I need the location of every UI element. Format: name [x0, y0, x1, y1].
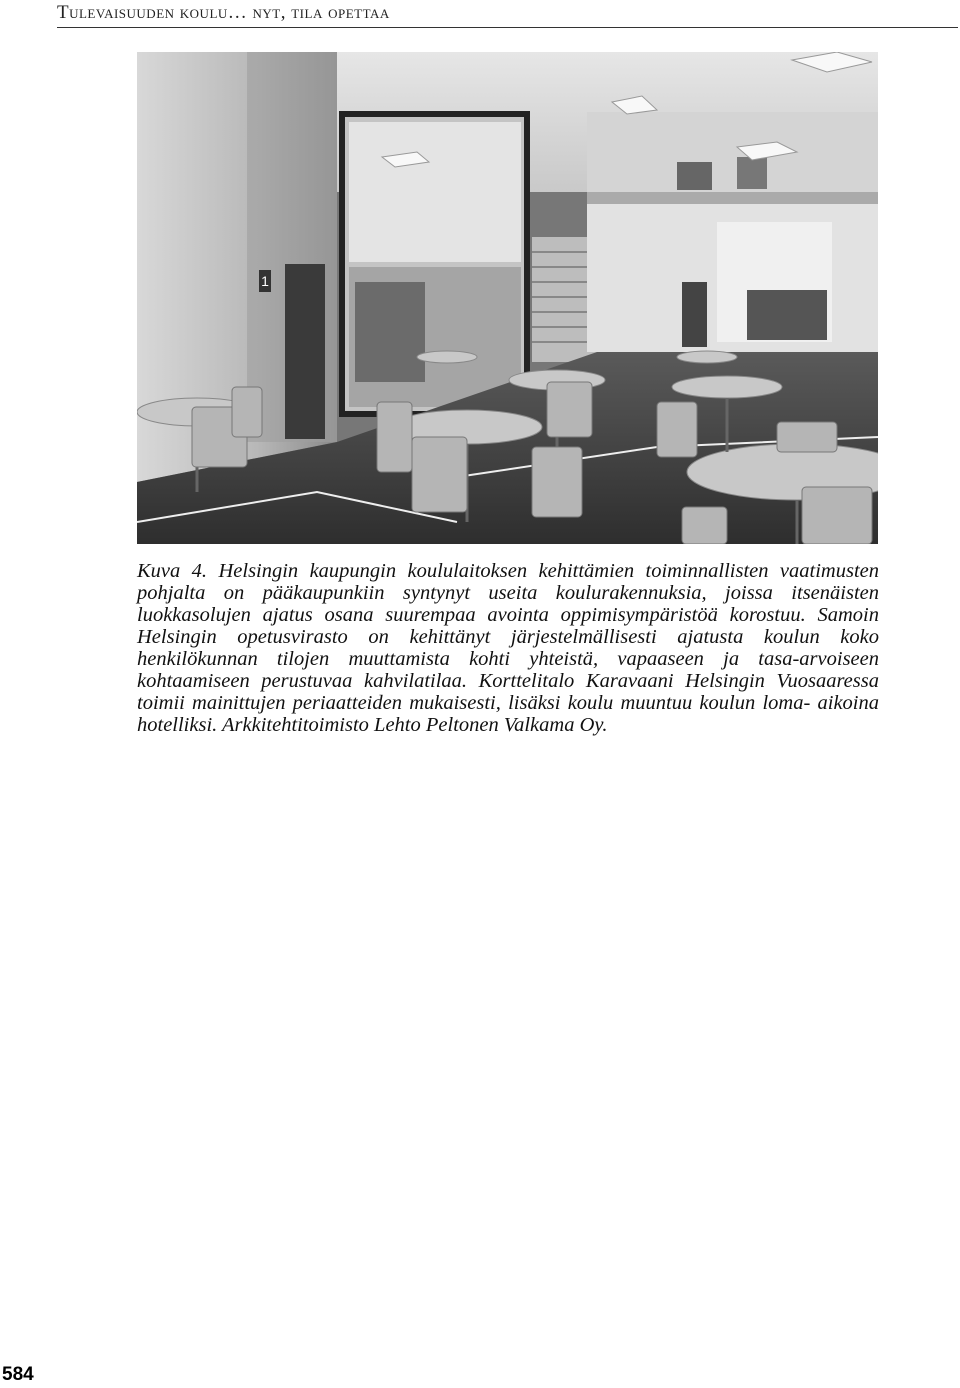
header-rule	[57, 27, 958, 28]
page-number: 584	[2, 1364, 34, 1385]
photo-door-sign: 1	[261, 273, 269, 289]
figure-caption-text: Helsingin kaupungin koululaitoksen kehittämien toiminnallisten vaatimusten pohjalta on pääkaupunkiin syntynyt useita koulurakennuksia, joissa itsenäisten luokkasolujen ajatus osana suurempaa avointa oppimisympäristöä korostuu. Samoin Helsingin opetusvirasto on kehittänyt järjestelmällisesti ajatusta koulun koko henkilökunnan tilojen muuttamista kohti yhteistä, vapaaseen ja tasa-arvoiseen kohtaamiseen perustuvaa kahvilatilaa. Korttelitalo Karavaani Helsingin Vuosaaressa toimii mainittujen periaatteiden mukaisesti, lisäksi koulu muuntuu koulun loma- aikoina hotelliksi. Arkkitehtitoimisto Lehto Peltonen Valkama Oy.	[137, 560, 879, 736]
school-cafeteria-photo	[137, 52, 878, 544]
figure-caption-lead: Kuva 4.	[137, 560, 208, 582]
running-head: Tulevaisuuden koulu… nyt, tila opettaa	[57, 2, 390, 23]
figure-caption	[137, 560, 879, 736]
